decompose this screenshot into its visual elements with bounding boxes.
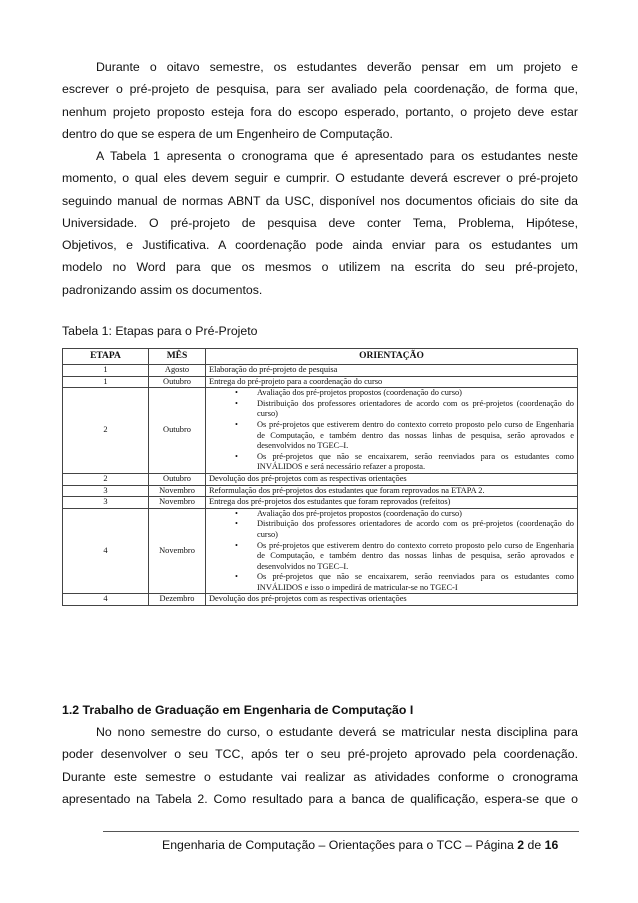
- cell-orientacao: Entrega dos pré-projetos dos estudantes que foram reprovados (refeitos): [206, 497, 578, 509]
- table-row: [63, 497, 578, 509]
- text-line: nenhum projeto proposto esteja fora do escopo esperado, portanto, o projeto deve estar: [62, 104, 578, 119]
- cell-orientacao: Elaboração do pré-projeto de pesquisa: [206, 365, 578, 377]
- table-row: [63, 376, 578, 388]
- header-mes: MÊS: [149, 349, 206, 365]
- cell-mes: Dezembro: [149, 594, 206, 606]
- cell-etapa: 2: [63, 473, 149, 485]
- list-item: • Distribuição dos professores orientadores de acordo com os pré-projetos (coordenação do curso): [257, 399, 574, 420]
- header-orientacao: ORIENTAÇÃO: [206, 349, 578, 365]
- header-etapa: ETAPA: [63, 349, 149, 365]
- cell-mes: Novembro: [149, 497, 206, 509]
- text-line: modelo no Word para que os mesmos o utilizem na escrita do seu pré-projeto,: [62, 260, 578, 275]
- list-item: • Os pré-projetos que estiverem dentro do contexto correto proposto pelo curso de Engenharia de Computação, e também dentro das nossas linhas de pesquisa, serão aprovados e desenvolvidos no TGEC–I.: [257, 420, 574, 452]
- cell-mes: Novembro: [149, 485, 206, 497]
- cell-mes: Outubro: [149, 376, 206, 388]
- text-line: Objetivos, e Justificativa. A coordenação pode ainda enviar para os estudantes um: [62, 238, 578, 253]
- schedule-table: [62, 348, 578, 606]
- table-row: [63, 594, 578, 606]
- intro-paragraph: [62, 56, 578, 145]
- cell-orientacao: Reformulação dos pré-projetos dos estudantes que foram reprovados na ETAPA 2.: [206, 485, 578, 497]
- footer-total-pages: 16: [544, 838, 559, 852]
- text-line: Universidade. O pré-projeto de pesquisa deve conter Tema, Problema, Hipótese,: [62, 215, 578, 230]
- text-line: Durante este semestre o estudante vai realizar as atividades conforme o cronograma: [62, 769, 578, 784]
- footer-text: Engenharia de Computação – Orientações para o TCC – Página: [162, 838, 518, 852]
- page-footer: [162, 838, 558, 852]
- cell-etapa: 3: [63, 497, 149, 509]
- cell-orientacao-list: [206, 508, 578, 594]
- text-line: No nono semestre do curso, o estudante deverá se matricular nesta disciplina para: [96, 725, 578, 739]
- list-item: • Os pré-projetos que não se encaixarem, serão reenviados para os estudantes como INVÁLIDOS e isso o impedirá de matricular-se no TGEC-I: [257, 572, 574, 593]
- list-item: • Os pré-projetos que não se encaixarem, serão reenviados para os estudantes como INVÁLIDOS e será necessário refazer a proposta.: [257, 452, 574, 473]
- table-row: [63, 508, 578, 594]
- section-paragraph: [62, 721, 578, 810]
- cell-etapa: 2: [63, 388, 149, 474]
- text-line: escrever o pré-projeto de pesquisa, para ser avaliado pela coordenação, de forma que,: [62, 82, 578, 97]
- text-line: apresentado na Tabela 2. Como resultado para a banca de qualificação, espera-se que o: [62, 791, 578, 806]
- cell-etapa: 1: [63, 365, 149, 377]
- cell-mes: Outubro: [149, 473, 206, 485]
- cell-orientacao: Devolução dos pré-projetos com as respectivas orientações: [206, 473, 578, 485]
- text-line: A Tabela 1 apresenta o cronograma que é apresentado para os estudantes neste: [96, 149, 578, 163]
- text-line: poder desenvolver o seu TCC, após ter o seu pré-projeto aprovado pela coordenação.: [62, 747, 578, 762]
- cell-orientacao: Devolução dos pré-projetos com as respectivas orientações: [206, 594, 578, 606]
- text-line: padronizando assim os documentos.: [62, 282, 263, 297]
- footer-separator: de: [524, 838, 545, 852]
- text-line: seguindo manual de normas ABNT da USC, disponível nos documentos oficiais do site da: [62, 193, 578, 208]
- table-row: [63, 485, 578, 497]
- footer-page-number: 2: [517, 838, 525, 852]
- list-item: • Avaliação dos pré-projetos propostos (coordenação do curso): [257, 388, 574, 399]
- table-row: [63, 388, 578, 474]
- cell-mes: Novembro: [149, 508, 206, 594]
- text-line: Durante o oitavo semestre, os estudantes deverão pensar em um projeto e: [96, 60, 578, 74]
- table-caption: Tabela 1: Etapas para o Pré-Projeto: [62, 324, 258, 338]
- cell-mes: Agosto: [149, 365, 206, 377]
- list-item: • Distribuição dos professores orientadores de acordo com os pré-projetos (coordenação do curso): [257, 519, 574, 540]
- cell-orientacao: Entrega do pré-projeto para a coordenação do curso: [206, 376, 578, 388]
- list-item: • Os pré-projetos que estiverem dentro do contexto correto proposto pelo curso de Engenharia de Computação, e também dentro das nossas linhas de pesquisa, serão aprovados e desenvolvidos no TGEC–I.: [257, 541, 574, 573]
- cell-etapa: 4: [63, 508, 149, 594]
- text-line: dentro do que se espera de um Engenheiro de Computação.: [62, 126, 393, 141]
- cell-etapa: 3: [63, 485, 149, 497]
- footer-rule: [103, 831, 579, 832]
- table-row: [63, 473, 578, 485]
- cell-etapa: 1: [63, 376, 149, 388]
- cell-orientacao-list: [206, 388, 578, 474]
- section-heading: 1.2 Trabalho de Graduação em Engenharia de Computação I: [62, 703, 414, 717]
- table-row: [63, 365, 578, 377]
- cell-etapa: 4: [63, 594, 149, 606]
- table-intro-paragraph: [62, 145, 578, 301]
- table-header-row: [63, 349, 578, 365]
- list-item: • Avaliação dos pré-projetos propostos (coordenação do curso): [257, 509, 574, 520]
- cell-mes: Outubro: [149, 388, 206, 474]
- text-line: momento, o qual eles devem seguir e cumprir. O estudante deverá escrever o pré-projeto: [62, 171, 578, 186]
